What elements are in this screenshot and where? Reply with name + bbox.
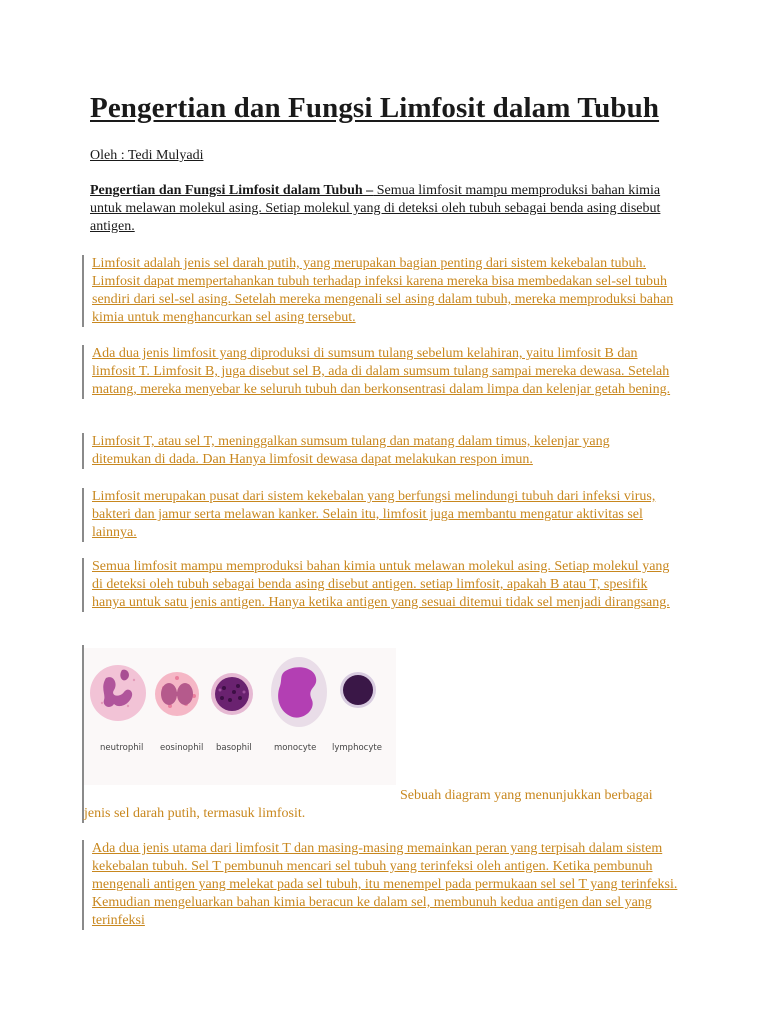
label-neutrophil: neutrophil — [100, 743, 144, 753]
paragraph-6-link[interactable]: Ada dua jenis utama dari limfosit T dan masing-masing memainkan peran yang terpisah dalam sistem kekebalan tubuh. Sel T pembunuh mencari sel tubuh yang terinfeksi oleh antigen. Ketika pembunuh mengenali antigen yang melekat pada sel tubuh, itu menempel pada permukaan sel sel T yang terinfeksi. Kemudian mengeluarkan bahan kimia beracun ke dalam sel, membunuh kedua antigen dan sel yang terinfeksi — [92, 841, 678, 928]
blockquote-3 — [82, 433, 667, 469]
eosinophil-cell — [155, 672, 199, 716]
blockquote-4 — [82, 488, 672, 542]
paragraph-1-link[interactable]: Limfosit adalah jenis sel darah putih, yang merupakan bagian penting dari sistem kekebalan tubuh. Limfosit dapat mempertahankan tubuh terhadap infeksi karena mereka bisa membedakan sel-sel tubuh sendiri dari sel-sel asing. Setelah mereka mengenali sel asing dalam tubuh, mereka memproduksi bahan kimia untuk menghancurkan sel asing tersebut. — [92, 256, 674, 325]
paragraph-5-link[interactable]: Semua limfosit mampu memproduksi bahan kimia untuk melawan molekul asing. Setiap molekul yang di deteksi oleh tubuh sebagai benda asing disebut antigen. setiap limfosit, apakah B atau T, spesifik hanya untuk satu jenis antigen. Hanya ketika antigen yang sesuai ditemui tidak sel menjadi dirangsang. — [92, 559, 670, 610]
blockquote-1 — [82, 255, 682, 327]
figure-caption-part-1[interactable]: Sebuah diagram yang menunjukkan berbagai — [400, 788, 653, 803]
lymphocyte-cell — [340, 672, 376, 708]
intro-text: Semua limfosit mampu memproduksi bahan kimia untuk melawan molekul asing. Setiap molekul yang di deteksi oleh tubuh sebagai benda asing disebut antigen. — [90, 183, 661, 234]
blockquote-7 — [82, 840, 684, 930]
monocyte-cell — [271, 657, 327, 727]
label-basophil: basophil — [216, 743, 252, 753]
basophil-cell — [211, 673, 253, 715]
label-lymphocyte: lymphocyte — [332, 743, 382, 753]
intro-paragraph — [90, 182, 690, 236]
author-line: Oleh : Tedi Mulyadi — [90, 148, 204, 163]
figure-caption-part-2[interactable]: jenis sel darah putih, termasuk limfosit. — [84, 806, 306, 821]
label-monocyte: monocyte — [274, 743, 317, 753]
white-blood-cells-figure[interactable] — [84, 648, 396, 785]
blockquote-5 — [82, 558, 682, 612]
label-eosinophil: eosinophil — [160, 743, 204, 753]
intro-bold-lead: Pengertian dan Fungsi Limfosit dalam Tubuh – — [90, 183, 374, 198]
figure-block — [82, 645, 684, 823]
neutrophil-cell — [90, 665, 146, 721]
paragraph-2-link[interactable]: Ada dua jenis limfosit yang diproduksi di sumsum tulang sebelum kelahiran, yaitu limfosit B dan limfosit T. Limfosit B, juga disebut sel B, ada di dalam sumsum tulang sampai mereka dewasa. Setelah matang, mereka menyebar ke seluruh tubuh dan berkonsentrasi dalam limpa dan kelenjar getah bening. — [92, 346, 671, 397]
white-blood-cells-illustration — [84, 648, 396, 785]
paragraph-3-link[interactable]: Limfosit T, atau sel T, meninggalkan sumsum tulang dan matang dalam timus, kelenjar yang ditemukan di dada. Dan Hanya limfosit dewasa dapat melakukan respon imun. — [92, 434, 610, 467]
paragraph-4-link[interactable]: Limfosit merupakan pusat dari sistem kekebalan yang berfungsi melindungi tubuh dari infeksi virus, bakteri dan jamur serta melawan kanker. Selain itu, limfosit juga membantu mengatur aktivitas sel lainnya. — [92, 489, 656, 540]
article-title: Pengertian dan Fungsi Limfosit dalam Tubuh — [90, 92, 660, 124]
blockquote-2 — [82, 345, 684, 399]
